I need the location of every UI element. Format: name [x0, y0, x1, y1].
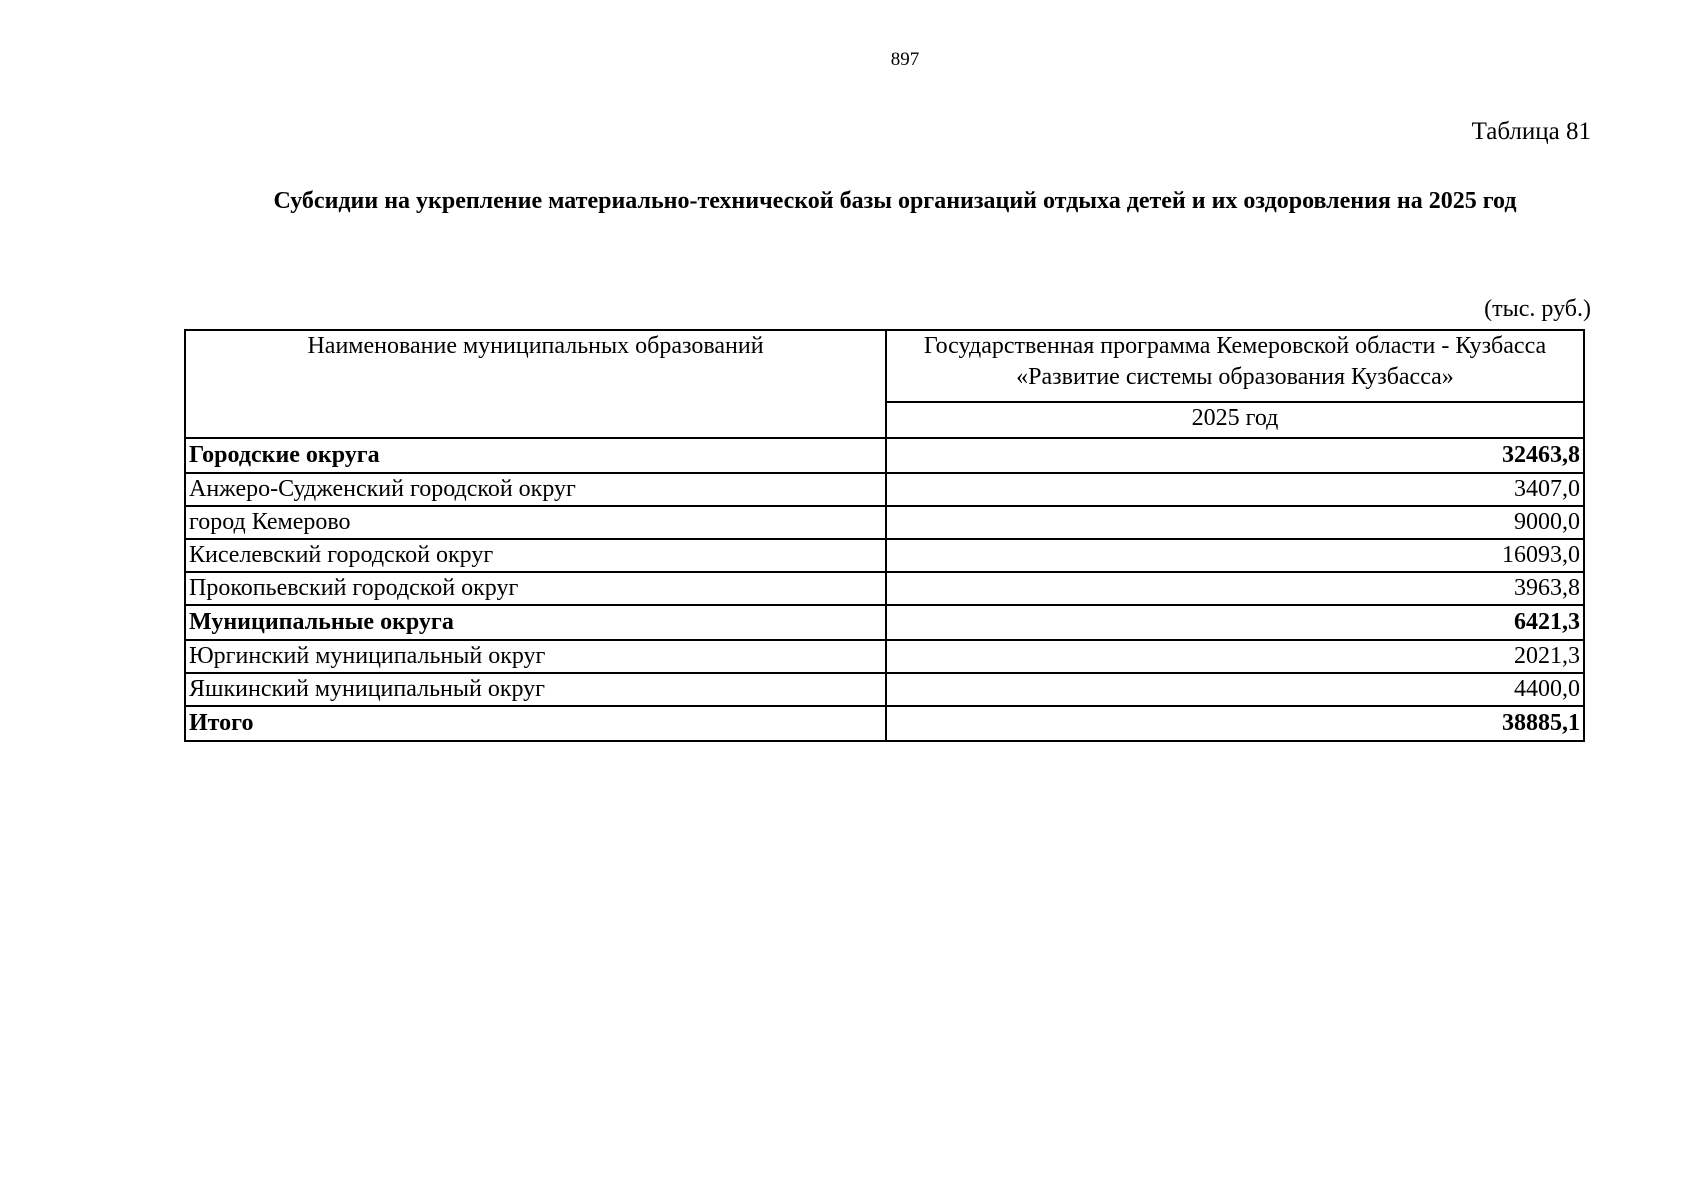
row-value: 2021,3	[886, 640, 1584, 673]
row-value: 3407,0	[886, 473, 1584, 506]
table-label: Таблица 81	[1471, 118, 1591, 145]
row-name: Муниципальные округа	[185, 605, 886, 640]
row-value: 9000,0	[886, 506, 1584, 539]
table-row	[185, 605, 1584, 640]
row-name: Юргинский муниципальный округ	[185, 640, 886, 673]
units-label: (тыс. руб.)	[1484, 296, 1591, 322]
subsidies-table	[184, 329, 1585, 742]
header-program	[886, 330, 1584, 402]
row-value: 38885,1	[886, 706, 1584, 741]
table-row	[185, 572, 1584, 605]
page-number: 897	[890, 49, 920, 70]
row-name: Киселевский городской округ	[185, 539, 886, 572]
row-value: 32463,8	[886, 438, 1584, 473]
table-row	[185, 438, 1584, 473]
table-row	[185, 640, 1584, 673]
table-row	[185, 673, 1584, 706]
row-name: Городские округа	[185, 438, 886, 473]
row-value: 4400,0	[886, 673, 1584, 706]
row-name: Яшкинский муниципальный округ	[185, 673, 886, 706]
table-row	[185, 473, 1584, 506]
row-name: Прокопьевский городской округ	[185, 572, 886, 605]
row-name: Анжеро-Судженский городской округ	[185, 473, 886, 506]
header-program-line2: «Развитие системы образования Кузбасса»	[1016, 364, 1454, 390]
row-value: 3963,8	[886, 572, 1584, 605]
header-name-column: Наименование муниципальных образований	[185, 330, 886, 438]
document-title: Субсидии на укрепление материально-технической базы организаций отдыха детей и их оздоровления на 2025 год	[273, 188, 1517, 214]
table-row	[185, 506, 1584, 539]
table-row	[185, 539, 1584, 572]
header-program-line1: Государственная программа Кемеровской области - Кузбасса	[923, 333, 1547, 359]
table-row	[185, 706, 1584, 741]
row-value: 6421,3	[886, 605, 1584, 640]
row-name: город Кемерово	[185, 506, 886, 539]
row-name: Итого	[185, 706, 886, 741]
header-year: 2025 год	[886, 402, 1584, 438]
row-value: 16093,0	[886, 539, 1584, 572]
